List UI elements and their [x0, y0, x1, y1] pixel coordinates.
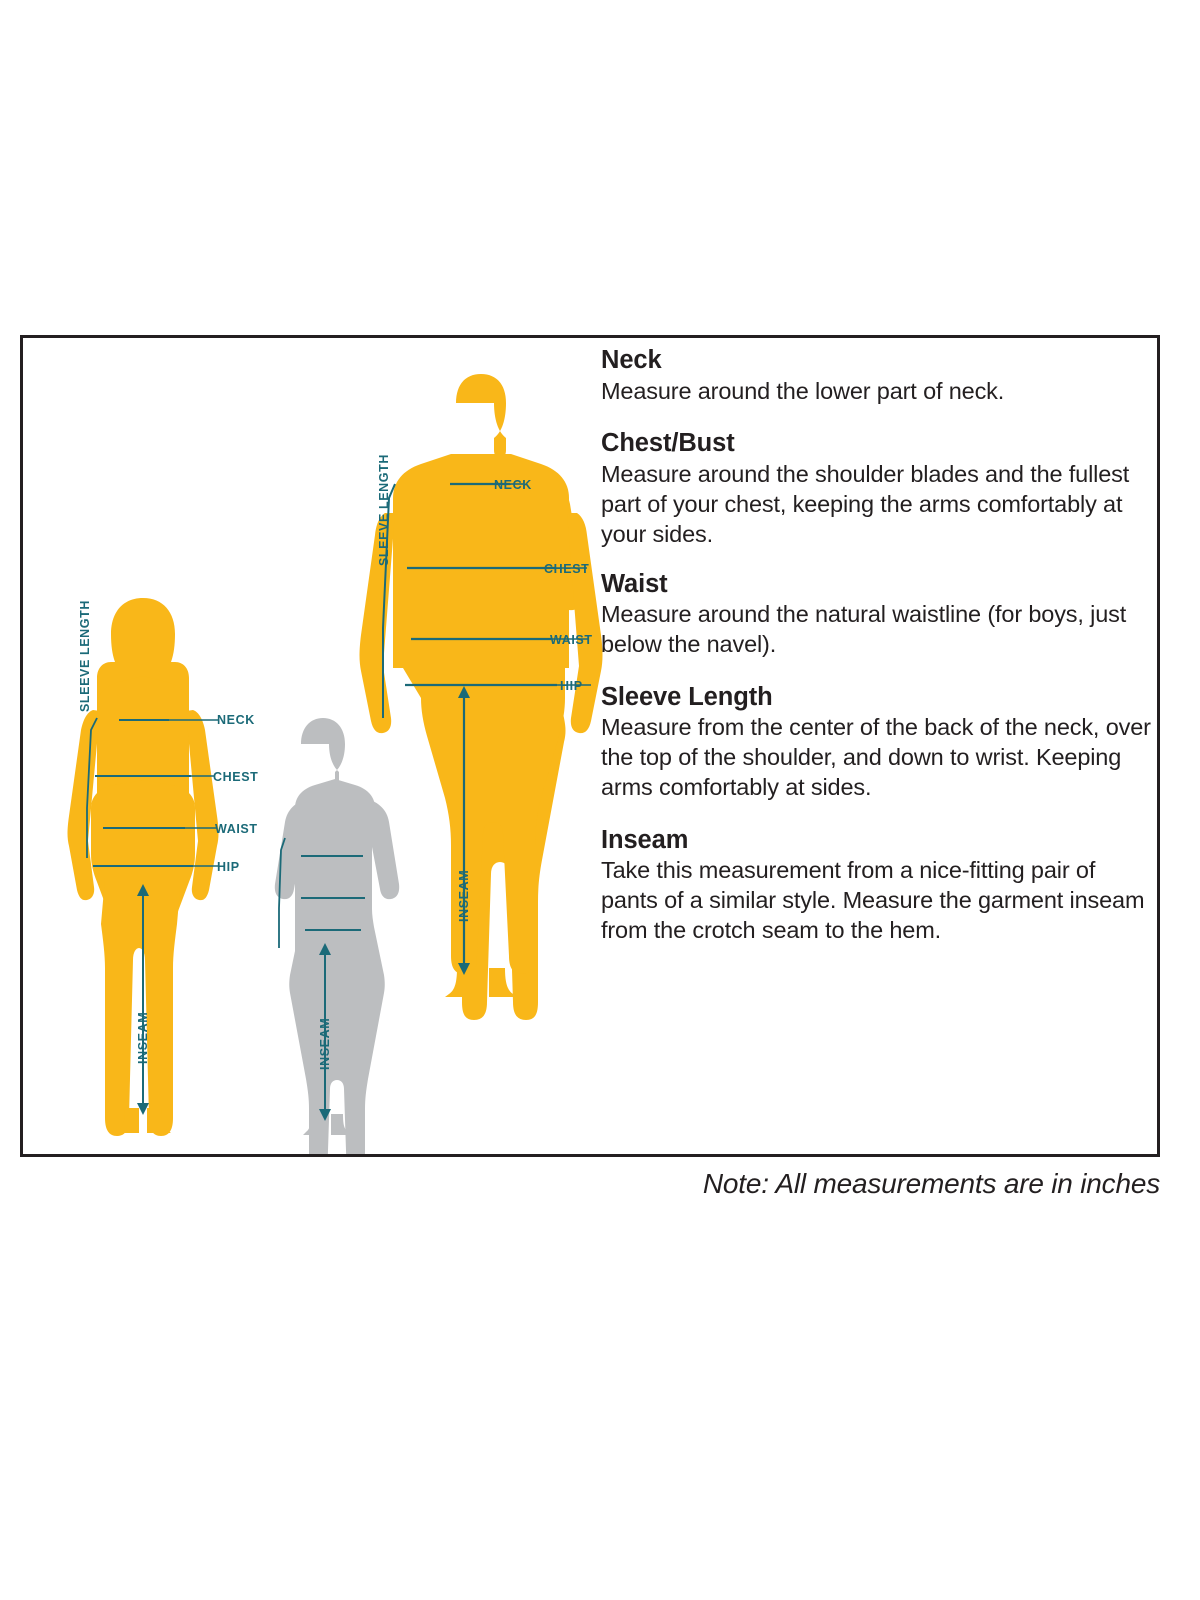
man-label-neck: NECK: [494, 478, 532, 492]
section-neck: [601, 346, 1153, 406]
section-chest-bust-title: Chest/Bust: [601, 429, 735, 458]
woman-label-inseam: INSEAM: [136, 1011, 150, 1064]
section-neck-title: Neck: [601, 346, 662, 374]
man-label-sleeve-length: SLEEVE LENGTH: [377, 454, 391, 566]
woman-label-hip: HIP: [217, 860, 240, 874]
section-sleeve-length: [601, 683, 1153, 803]
section-inseam-body: Take this measurement from a nice-fitting pair of pants of a similar style. Measure the garment inseam from the crotch seam to the hem.: [601, 857, 1145, 944]
woman-label-chest: CHEST: [213, 770, 259, 784]
woman-label-waist: WAIST: [215, 822, 258, 836]
section-chest-bust-body: Measure around the shoulder blades and the fullest part of your chest, keeping the arms comfortably at your sides.: [601, 461, 1130, 547]
child-label-inseam: INSEAM: [318, 1017, 332, 1070]
section-waist: [601, 570, 1153, 660]
man-label-chest: CHEST: [544, 562, 590, 576]
measurement-units-note: Note: All measurements are in inches: [702, 1168, 1160, 1199]
child-figure-shape: [275, 718, 399, 1154]
section-inseam: [601, 826, 1153, 946]
man-label-inseam: INSEAM: [457, 869, 471, 922]
section-waist-title: Waist: [601, 569, 668, 598]
section-sleeve-length-title: Sleeve Length: [601, 682, 773, 711]
woman-label-neck: NECK: [217, 713, 255, 727]
woman-label-sleeve-length: SLEEVE LENGTH: [78, 600, 92, 712]
section-chest-bust: [601, 429, 1153, 549]
section-sleeve-length-body: Measure from the center of the back of the neck, over the top of the shoulder, and down to wrist. Keeping arms comfortably at sides.: [601, 714, 1151, 801]
measurement-instructions: [601, 346, 1153, 1151]
body-figures-svg: [23, 338, 603, 1154]
section-inseam-title: Inseam: [601, 825, 689, 854]
figures-illustration: [23, 338, 603, 1154]
man-label-waist: WAIST: [550, 633, 593, 647]
measurement-guide-panel: [20, 335, 1160, 1157]
section-neck-body: Measure around the lower part of neck.: [601, 377, 1005, 404]
man-label-hip: HIP: [560, 679, 583, 693]
section-waist-body: Measure around the natural waistline (for boys, just below the navel).: [601, 601, 1127, 657]
man-figure-shape: [360, 374, 603, 1020]
